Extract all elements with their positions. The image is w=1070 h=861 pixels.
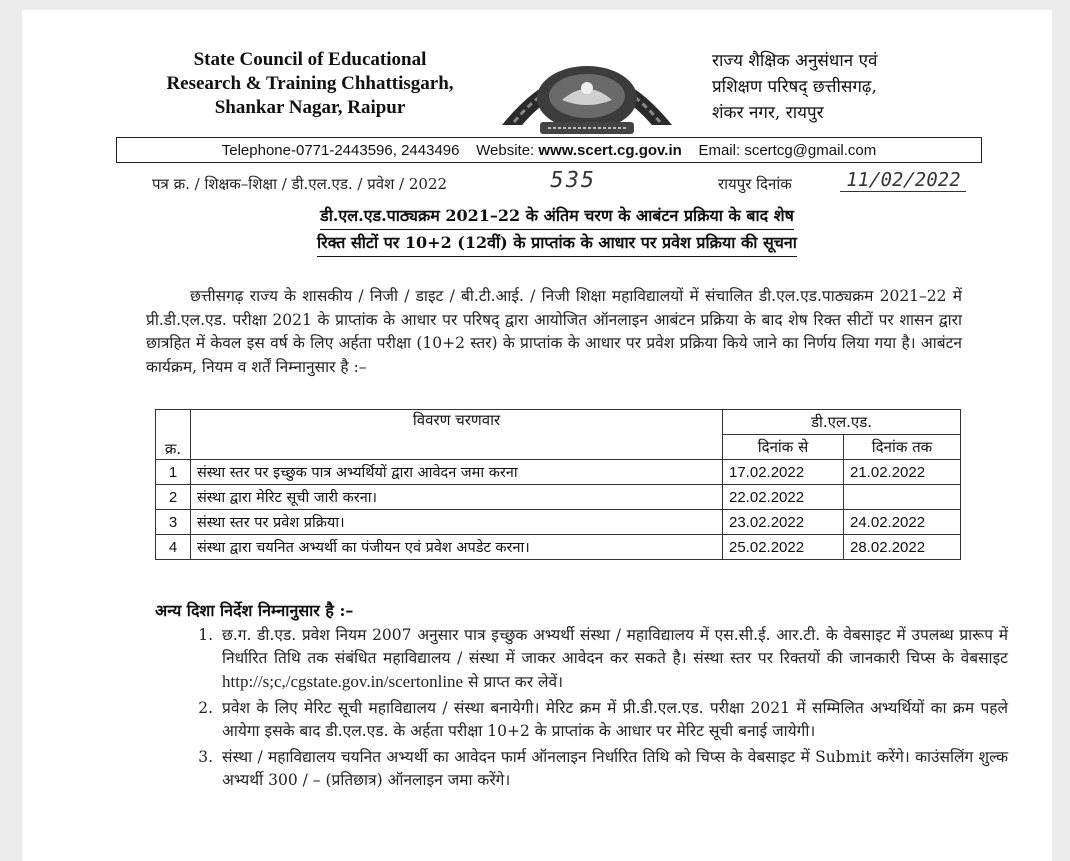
letter-reference-row [152,170,1012,196]
letter-number: पत्र क्र. / शिक्षक–शिक्षा / डी.एल.एड. / प्रवेश / 2022 [152,175,448,193]
hindi-header-line: प्रशिक्षण परिषद् छत्तीसगढ़, [712,77,877,97]
row-desc: संस्था स्तर पर प्रवेश प्रक्रिया। [191,510,723,535]
table-header-sn: क्र. [156,410,191,460]
row-to: 21.02.2022 [844,460,961,485]
row-from: 25.02.2022 [723,535,844,560]
email-link[interactable]: scertcg@gmail.com [744,142,877,159]
hindi-header-line: शंकर नगर, रायपुर [712,103,824,123]
english-header [130,48,490,120]
row-to [844,485,961,510]
instructions-list [178,624,1008,795]
english-header-line: Shankar Nagar, Raipur [214,97,406,118]
table-row [156,485,961,510]
table-row [156,510,961,535]
table-header-from: दिनांक से [723,435,844,460]
intro-paragraph [146,285,962,379]
contact-bar [116,137,982,163]
handwritten-number: 535 [547,168,598,193]
instruction-text: छ.ग. डी.एड. प्रवेश नियम 2007 अनुसार पात्र इच्छुक अभ्यर्थी संस्था / महाविद्यालय में एस.सी.ई. आर.टी. के वेबसाइट में उपलब्ध प्रारूप में निर्धारित तिथि तक संबंधित महाविद्यालय / संस्था में जाकर आवेदन कर सकते है। संस्था स्तर पर रिक्तयों की जानकारी चिप्स के वेबसाइट [222,626,1008,667]
row-from: 22.02.2022 [723,485,844,510]
table-header-desc: विवरण चरणवार [191,410,723,460]
letter-date-label: रायपुर दिनांक [718,175,792,193]
list-item [218,746,1008,792]
table-row [156,460,961,485]
english-header-line: State Council of Educational [193,49,427,70]
table-row [156,535,961,560]
subject-line: रिक्त सीटों पर 10+2 (12वीं) के प्राप्तांक के आधार पर प्रवेश प्रक्रिया की सूचना [317,230,797,257]
row-sn: 2 [156,485,191,510]
intro-text: छत्तीसगढ़ राज्य के शासकीय / निजी / डाइट / बी.टी.आई. / निजी शिक्षा महाविद्यालयों में संचालित डी.एल.एड.पाठ्यक्रम 2021–22 में प्री.डी.एल.एड. परीक्षा 2021 के प्राप्तांक के आधार पर परिषद् द्वारा आयोजित ऑनलाइन आबंटन प्रक्रिया के बाद शेष रिक्त सीटों पर शासन द्वारा छात्रहित में केवल इस वर्ष के लिए अर्हता परीक्षा (10+2 स्तर) के प्राप्तांक के आधार पर प्रवेश प्रक्रिया किये जाने का निर्णय लिया गया है। आबंटन कार्यक्रम, नियम व शर्तें निम्नानुसार है :– [146,287,962,376]
schedule-table [155,409,961,560]
document-page [22,10,1052,861]
chips-website-link[interactable]: http://s;c,/cgstate.gov.in/scertonline [222,672,464,691]
table-header-to: दिनांक तक [844,435,961,460]
scert-logo [492,30,682,142]
hindi-header [712,48,952,126]
handwritten-date: 11/02/2022 [840,169,970,192]
row-desc: संस्था स्तर पर इच्छुक पात्र अभ्यर्थियों द्वारा आवेदन जमा करना [191,460,723,485]
telephone: Telephone-0771-2443596, 2443496 [221,142,460,159]
table-header-course: डी.एल.एड. [723,410,961,435]
row-from: 23.02.2022 [723,510,844,535]
row-sn: 1 [156,460,191,485]
list-item [218,697,1008,743]
list-item [218,624,1008,694]
instruction-text: संस्था / महाविद्यालय चयनित अभ्यर्थी का आवेदन फार्म ऑनलाइन निर्धारित तिथि को चिप्स के वेबसाइट में Submit करेंगे। काउंसलिंग शुल्क अभ्यर्थी 300 / – (प्रतिछात्र) ऑनलाइन जमा करेंगे। [222,748,1008,789]
email-label: Email: [698,142,741,159]
instruction-text: प्रवेश के लिए मेरिट सूची महाविद्यालय / संस्था बनायेगी। मेरिट क्रम में प्री.डी.एल.एड. परीक्षा 2021 में सम्मिलित अभ्यर्थियों का क्रम पहले आयेगा इसके बाद डी.एल.एड. के अर्हता परीक्षा 10+2 के प्राप्तांक के आधार पर मेरिट सूची बनाई जायेगी। [222,699,1008,740]
row-sn: 4 [156,535,191,560]
row-sn: 3 [156,510,191,535]
subject-line: डी.एल.एड.पाठ्यक्रम 2021–22 के अंतिम चरण के आबंटन प्रक्रिया के बाद शेष [320,203,794,230]
hindi-header-line: राज्य शैक्षिक अनुसंधान एवं [712,51,878,71]
row-desc: संस्था द्वारा चयनित अभ्यर्थी का पंजीयन एवं प्रवेश अपडेट करना। [191,535,723,560]
website-link[interactable]: www.scert.cg.gov.in [538,142,682,159]
row-from: 17.02.2022 [723,460,844,485]
instruction-text-after: से प्राप्त कर लेवें। [463,673,563,691]
subject-heading [172,203,942,257]
row-desc: संस्था द्वारा मेरिट सूची जारी करना। [191,485,723,510]
website-label: Website: [476,142,535,159]
other-instructions-heading: अन्य दिशा निर्देश निम्नानुसार है :– [155,601,354,620]
row-to: 28.02.2022 [844,535,961,560]
row-to: 24.02.2022 [844,510,961,535]
english-header-line: Research & Training Chhattisgarh, [166,73,454,94]
